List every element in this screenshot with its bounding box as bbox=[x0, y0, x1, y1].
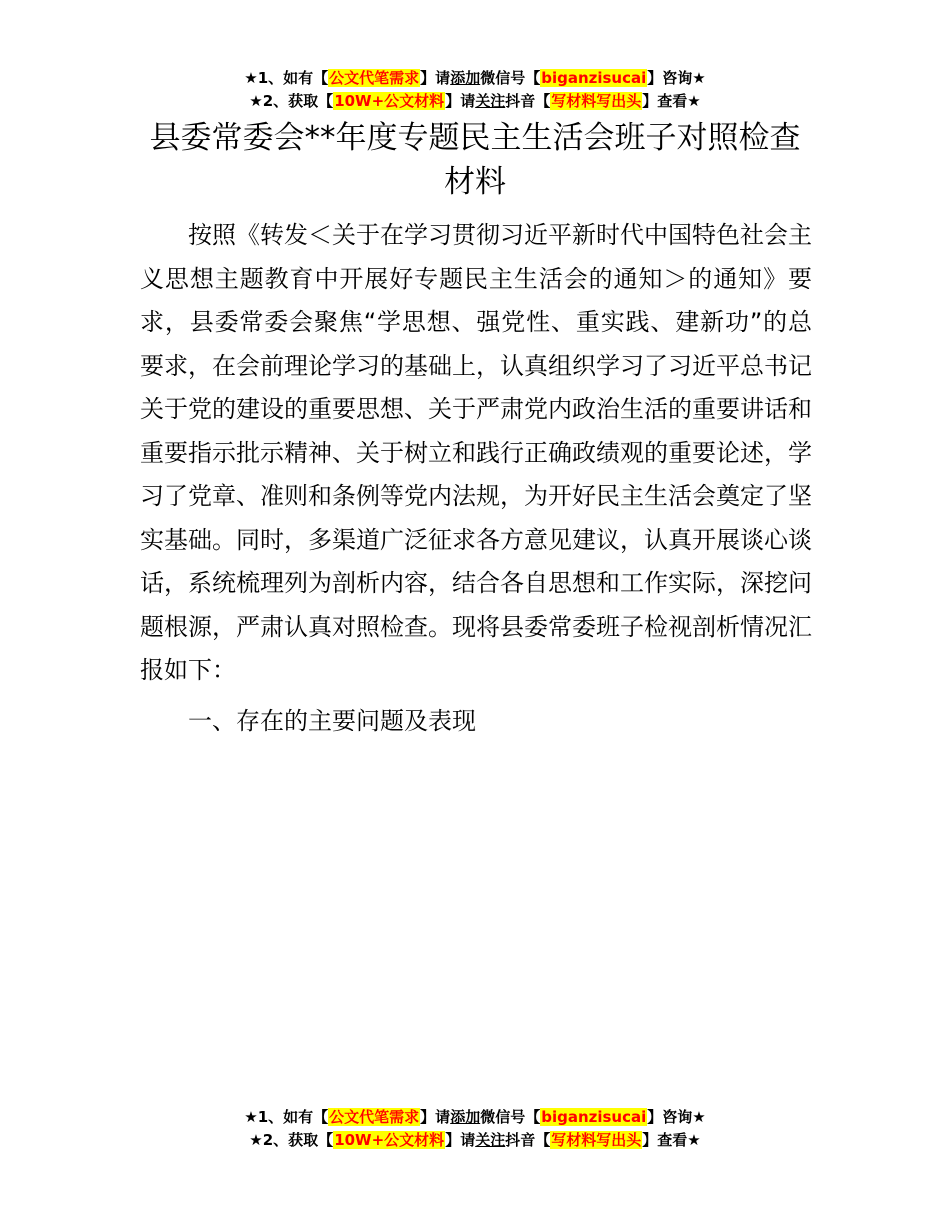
banner-highlight: biganzisucai bbox=[541, 69, 647, 87]
banner-text: 抖音【 bbox=[505, 92, 551, 110]
banner-highlight: 10W+公文材料 bbox=[334, 92, 445, 110]
banner-highlight: biganzisucai bbox=[541, 1108, 647, 1126]
header-banner bbox=[0, 67, 950, 113]
section-heading: 一、存在的主要问题及表现 bbox=[188, 707, 476, 735]
banner-line-1 bbox=[0, 67, 950, 90]
banner-highlight: 写材料写出头 bbox=[551, 1131, 642, 1149]
banner-text: 】查看★ bbox=[642, 92, 701, 110]
banner-underline: 关注 bbox=[475, 92, 506, 110]
banner-text: 】请 bbox=[420, 1108, 451, 1126]
document-title: 县委常委会**年度专题民主生活会班子对照检查材料 bbox=[149, 120, 801, 200]
banner-text: ★1、如有【 bbox=[244, 69, 329, 87]
banner-text: 抖音【 bbox=[505, 1131, 551, 1149]
banner-text: 】请 bbox=[445, 1131, 476, 1149]
banner-text: ★1、如有【 bbox=[244, 1108, 329, 1126]
banner-underline: 添加 bbox=[450, 1108, 481, 1126]
banner-text: 】咨询★ bbox=[647, 1108, 706, 1126]
banner-highlight: 公文代笔需求 bbox=[329, 1108, 420, 1126]
body-paragraph: 按照《转发＜关于在学习贯彻习近平新时代中国特色社会主义思想主题教育中开展好专题民主生活会的通知＞的通知》要求，县委常委会聚焦“学思想、强党性、重实践、建新功”的总要求，在会前理论学习的基础上，认真组织学习了习近平总书记关于党的建设的重要思想、关于严肃党内政治生活的重要讲话和重要指示批示精神、关于树立和践行正确政绩观的重要论述，学习了党章、准则和条例等党内法规，为开好民主生活会奠定了坚实基础。同时，多渠道广泛征求各方意见建议，认真开展谈心谈话，系统梳理列为剖析内容，结合各自思想和工作实际，深挖问题根源，严肃认真对照检查。现将县委常委班子检视剖析情况汇报如下： bbox=[140, 221, 812, 684]
banner-highlight: 写材料写出头 bbox=[551, 92, 642, 110]
banner-text: 微信号【 bbox=[480, 69, 541, 87]
banner-text: 】请 bbox=[420, 69, 451, 87]
banner-text: ★2、获取【 bbox=[249, 92, 334, 110]
banner-line-2 bbox=[0, 1129, 950, 1152]
banner-text: 】查看★ bbox=[642, 1131, 701, 1149]
banner-highlight: 10W+公文材料 bbox=[334, 1131, 445, 1149]
footer-banner bbox=[0, 1106, 950, 1152]
banner-highlight: 公文代笔需求 bbox=[329, 69, 420, 87]
banner-text: 微信号【 bbox=[480, 1108, 541, 1126]
banner-underline: 添加 bbox=[450, 69, 481, 87]
banner-underline: 关注 bbox=[475, 1131, 506, 1149]
banner-text: 】请 bbox=[445, 92, 476, 110]
banner-text: 】咨询★ bbox=[647, 69, 706, 87]
banner-text: ★2、获取【 bbox=[249, 1131, 334, 1149]
banner-line-2 bbox=[0, 90, 950, 113]
banner-line-1 bbox=[0, 1106, 950, 1129]
